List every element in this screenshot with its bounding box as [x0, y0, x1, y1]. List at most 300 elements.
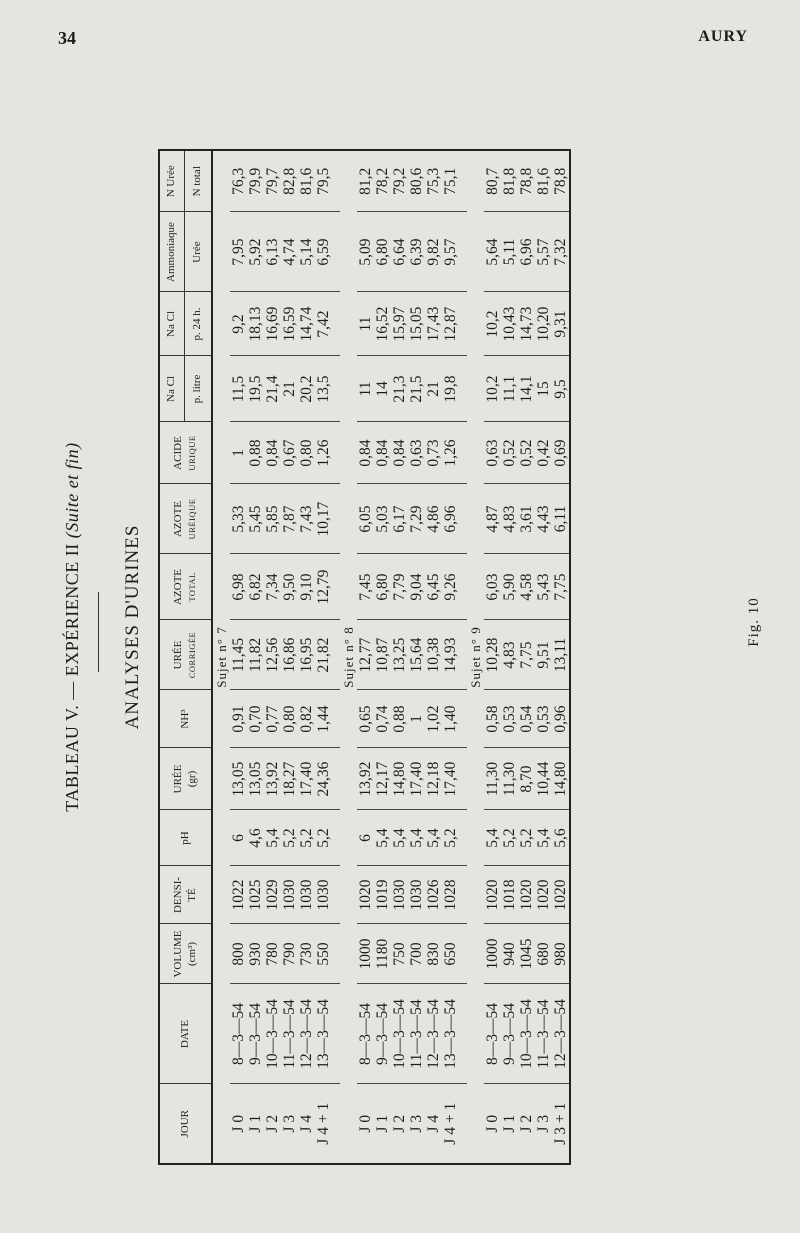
table-cell: 12,17 — [374, 748, 391, 810]
table-cell: 14,73 — [518, 292, 535, 356]
spacer-cell — [459, 484, 467, 554]
table-cell: 15,97 — [391, 292, 408, 356]
table-row — [535, 150, 552, 1164]
table-cell: 10,43 — [501, 292, 518, 356]
table-cell: 9,82 — [425, 212, 442, 292]
col-densite — [159, 866, 212, 924]
table-cell: 0,63 — [408, 422, 425, 484]
table-cell: 82,8 — [281, 167, 298, 195]
table-cell: 5,2 — [315, 810, 332, 866]
table-cell: 18,13 — [247, 292, 264, 356]
spacer-cell — [332, 484, 340, 554]
spacer-cell — [332, 748, 340, 810]
table-cell: J 2 — [391, 1084, 408, 1164]
spacer-cell — [459, 748, 467, 810]
table-cell: 1020 — [484, 866, 501, 924]
table-title-note: (Suite et fin) — [62, 442, 82, 539]
table-cell: 7,32 — [552, 212, 570, 292]
col-n-uree: N Urée — [159, 150, 185, 212]
spacer-cell — [332, 292, 340, 356]
spacer-cell — [459, 984, 467, 1084]
table-cell: 12—3—54 — [552, 984, 570, 1084]
table-cell: 1030 — [391, 866, 408, 924]
table-cell: 81,2 — [357, 167, 374, 195]
table-cell: 1000 — [484, 924, 501, 984]
table-cell: 15,05 — [408, 292, 425, 356]
table-subtitle: ANALYSES D'URINES — [122, 524, 143, 730]
col-ammoniaque: Ammoniaque — [159, 212, 185, 292]
table-cell: 10,38 — [425, 620, 442, 690]
table-cell: 1025 — [247, 866, 264, 924]
table-cell: 11 — [357, 356, 374, 422]
table-cell: 6,64 — [391, 212, 408, 292]
group-spacer — [459, 150, 467, 1164]
spacer-cell — [332, 924, 340, 984]
table-row — [281, 150, 298, 1164]
table-cell: 1 — [230, 422, 247, 484]
table-cell: 13—3—54 — [442, 984, 459, 1084]
table-cell: 1,26 — [315, 422, 332, 484]
table-cell: 79,5 — [315, 167, 332, 195]
table-cell: 17,43 — [425, 292, 442, 356]
table-cell: 19,8 — [442, 356, 459, 422]
table-cell: 8—3—54 — [484, 984, 501, 1084]
table-cell: 1018 — [501, 866, 518, 924]
table-cell: 980 — [552, 924, 570, 984]
col-azote-ureique-sub: URÉIQUE — [186, 498, 197, 540]
col-uree — [159, 748, 212, 810]
table-cell: 0,65 — [357, 690, 374, 748]
table-cell: 1030 — [281, 866, 298, 924]
table-cell: 11,5 — [230, 356, 247, 422]
col-uree-corrigee — [159, 620, 212, 690]
table-cell: 18,27 — [281, 748, 298, 810]
table-cell: 13—3—54 — [315, 984, 332, 1084]
table-cell: 17,40 — [408, 748, 425, 810]
table-cell: 0,88 — [247, 422, 264, 484]
table-cell: 9,26 — [442, 554, 459, 620]
table-cell: 0,88 — [391, 690, 408, 748]
table-cell: 81,8 — [501, 167, 518, 195]
table-cell: 1180 — [374, 924, 391, 984]
table-cell: 5,4 — [535, 810, 552, 866]
table-cell: 6,39 — [408, 212, 425, 292]
table-cell: J 4 — [298, 1084, 315, 1164]
table-cell: 7,75 — [518, 620, 535, 690]
table-row — [484, 150, 501, 1164]
table-cell: 5,2 — [298, 810, 315, 866]
table-cell: 5,2 — [501, 810, 518, 866]
table-cell: 1030 — [298, 866, 315, 924]
spacer-cell — [332, 984, 340, 1084]
table-cell: 6,45 — [425, 554, 442, 620]
col-acide-urique — [159, 422, 212, 484]
spacer-cell — [332, 620, 340, 690]
title-rule — [98, 592, 99, 672]
table-row — [501, 150, 518, 1164]
table-cell: 11 — [357, 292, 374, 356]
table-cell: 10—3—54 — [264, 984, 281, 1084]
table-cell: 0,42 — [535, 422, 552, 484]
table-cell: 5,03 — [374, 484, 391, 554]
col-date: DATE — [159, 984, 212, 1084]
table-cell: 12,87 — [442, 292, 459, 356]
table-cell: 7,42 — [315, 292, 332, 356]
col-n-total-sub: N total — [185, 150, 213, 212]
table-cell: 5,4 — [408, 810, 425, 866]
table-cell: 6,13 — [264, 212, 281, 292]
table-cell: 0,91 — [230, 690, 247, 748]
table-cell: 0,53 — [501, 690, 518, 748]
table-cell: 6,17 — [391, 484, 408, 554]
table-cell: 11—3—54 — [408, 984, 425, 1084]
table-cell: 9,10 — [298, 554, 315, 620]
table-cell: 4,83 — [501, 620, 518, 690]
table-cell: 12,56 — [264, 620, 281, 690]
col-nacl-litre-sub: p. litre — [185, 356, 213, 422]
table-cell: 790 — [281, 924, 298, 984]
col-uree-label: URÉE — [171, 764, 184, 794]
table-cell: 7,79 — [391, 554, 408, 620]
group-header-row — [212, 150, 230, 1164]
col-nacl-24h-sub: p. 24 h. — [185, 292, 213, 356]
table-cell: 0,84 — [391, 422, 408, 484]
table-title — [62, 77, 83, 1177]
table-cell: 9,51 — [535, 620, 552, 690]
table-cell: 10,28 — [484, 620, 501, 690]
col-volume-unit: (cm³) — [185, 941, 198, 967]
table-cell: 1020 — [518, 866, 535, 924]
table-cell: J 0 — [230, 1084, 247, 1164]
table-row — [298, 150, 315, 1164]
table-cell: 1 — [408, 690, 425, 748]
table-cell: 1045 — [518, 924, 535, 984]
table-cell: 0,82 — [298, 690, 315, 748]
table-cell: J 1 — [247, 1084, 264, 1164]
spacer-cell — [459, 554, 467, 620]
table-cell: 14,80 — [552, 748, 570, 810]
table-cell: 4,58 — [518, 554, 535, 620]
table-cell: 0,69 — [552, 422, 570, 484]
col-azote-ureique-label: AZOTE — [171, 500, 184, 538]
table-cell: 6,82 — [247, 554, 264, 620]
table-cell: 930 — [247, 924, 264, 984]
table-cell: 81,6 — [535, 167, 552, 195]
table-cell: 12,77 — [357, 620, 374, 690]
table-cell: 10,2 — [484, 356, 501, 422]
table-cell: 5,4 — [484, 810, 501, 866]
table-cell: 7,95 — [230, 212, 247, 292]
col-azote-total — [159, 554, 212, 620]
table-cell: 0,80 — [281, 690, 298, 748]
table-cell: 6,96 — [518, 212, 535, 292]
table-cell: 5,4 — [264, 810, 281, 866]
table-row — [247, 150, 264, 1164]
table-cell: 5,6 — [552, 810, 570, 866]
table-cell: 0,54 — [518, 690, 535, 748]
table-cell: 4,87 — [484, 484, 501, 554]
spacer-cell — [459, 1084, 467, 1164]
table-cell: 5,33 — [230, 484, 247, 554]
col-uree-unit: (gr) — [185, 770, 198, 788]
table-row — [442, 150, 459, 1164]
table-cell: 21,5 — [408, 356, 425, 422]
spacer-cell — [459, 150, 467, 212]
table-cell: 5,57 — [535, 212, 552, 292]
running-head: AURY — [698, 28, 748, 45]
rotated-table-block — [58, 67, 798, 1177]
table-cell: J 1 — [374, 1084, 391, 1164]
spacer-cell — [459, 422, 467, 484]
table-cell: 4,43 — [535, 484, 552, 554]
table-cell: 13,05 — [247, 748, 264, 810]
table-row — [425, 150, 442, 1164]
table-cell: 14,74 — [298, 292, 315, 356]
table-cell: 0,96 — [552, 690, 570, 748]
table-cell: J 2 — [264, 1084, 281, 1164]
table-cell: 1,40 — [442, 690, 459, 748]
table-title-text: TABLEAU V. — EXPÉRIENCE II — [62, 543, 82, 812]
table-cell: 14,93 — [442, 620, 459, 690]
table-cell: 12,79 — [315, 554, 332, 620]
table-cell: 7,43 — [298, 484, 315, 554]
table-row — [552, 150, 570, 1164]
urine-analysis-table — [158, 149, 571, 1165]
table-cell: 0,52 — [501, 422, 518, 484]
table-cell: 730 — [298, 924, 315, 984]
spacer-cell — [459, 356, 467, 422]
table-cell: 21,3 — [391, 356, 408, 422]
table-cell: 7,75 — [552, 554, 570, 620]
table-cell: 13,05 — [230, 748, 247, 810]
table-cell: 9—3—54 — [374, 984, 391, 1084]
table-cell: 1030 — [408, 866, 425, 924]
group-header-row — [340, 150, 357, 1164]
table-cell: 5,4 — [374, 810, 391, 866]
table-cell: 11,30 — [484, 748, 501, 810]
table-cell: 0,58 — [484, 690, 501, 748]
figure-caption: Fig. 10 — [746, 597, 762, 647]
table-cell: 650 — [442, 924, 459, 984]
table-cell: 1026 — [425, 866, 442, 924]
col-acide-label: ACIDE — [171, 436, 184, 470]
col-ammoniaque-sub: Urée — [185, 212, 213, 292]
table-cell: 5,90 — [501, 554, 518, 620]
table-cell: 0,80 — [298, 422, 315, 484]
table-cell: 14,1 — [518, 356, 535, 422]
col-azote-ureique — [159, 484, 212, 554]
col-jour: JOUR — [159, 1084, 212, 1164]
table-cell: 1020 — [552, 866, 570, 924]
col-densite-label: DENSI- — [171, 876, 184, 914]
table-cell: 6,96 — [442, 484, 459, 554]
col-densite-label2: TÉ — [185, 888, 198, 902]
col-volume — [159, 924, 212, 984]
table-cell: 21 — [425, 356, 442, 422]
table-cell: J 4 + 1 — [442, 1084, 459, 1164]
col-uree-corr-label: URÉE — [171, 640, 184, 670]
table-cell: 21,4 — [264, 356, 281, 422]
table-cell: 940 — [501, 924, 518, 984]
col-uree-corr-sub: CORRIGÉE — [186, 631, 197, 679]
table-cell: 0,52 — [518, 422, 535, 484]
table-cell: 10,44 — [535, 748, 552, 810]
table-cell: 11,30 — [501, 748, 518, 810]
table-cell: 830 — [425, 924, 442, 984]
table-cell: 8,70 — [518, 748, 535, 810]
col-azote-total-label: AZOTE — [171, 568, 184, 606]
table-cell: 10,20 — [535, 292, 552, 356]
table-cell: 10—3—54 — [391, 984, 408, 1084]
table-cell: 9,04 — [408, 554, 425, 620]
table-cell: 0,70 — [247, 690, 264, 748]
table-cell: 16,59 — [281, 292, 298, 356]
table-cell: 16,95 — [298, 620, 315, 690]
table-cell: 800 — [230, 924, 247, 984]
table-cell: 78,8 — [552, 167, 569, 195]
table-cell: J 4 — [425, 1084, 442, 1164]
table-cell: 4,6 — [247, 810, 264, 866]
spacer-cell — [459, 810, 467, 866]
table-cell: 11,82 — [247, 620, 264, 690]
spacer-cell — [459, 292, 467, 356]
table-cell: 7,34 — [264, 554, 281, 620]
table-cell: 7,87 — [281, 484, 298, 554]
col-nacl-litre: Na Cl — [159, 356, 185, 422]
spacer-cell — [332, 1084, 340, 1164]
table-cell: 11,45 — [230, 620, 247, 690]
col-nacl-24h: Na Cl — [159, 292, 185, 356]
table-cell: 11,1 — [501, 356, 518, 422]
table-body — [212, 150, 570, 1164]
table-row — [391, 150, 408, 1164]
table-cell: 15 — [535, 356, 552, 422]
spacer-cell — [332, 866, 340, 924]
table-cell: 9—3—54 — [501, 984, 518, 1084]
table-cell: 16,52 — [374, 292, 391, 356]
table-cell: 21 — [281, 356, 298, 422]
page-number: 34 — [58, 28, 76, 48]
table-row — [315, 150, 332, 1164]
subject-label: Sujet n° 8 — [341, 626, 356, 688]
table-cell: 3,61 — [518, 484, 535, 554]
table-cell: J 4 + 1 — [315, 1084, 332, 1164]
table-cell: 5,45 — [247, 484, 264, 554]
table-cell: 79,7 — [264, 167, 281, 195]
spacer-cell — [332, 212, 340, 292]
table-cell: 0,67 — [281, 422, 298, 484]
table-cell: 1019 — [374, 866, 391, 924]
table-cell: 9,57 — [442, 212, 459, 292]
table-cell: 1022 — [230, 866, 247, 924]
col-nh3: NH³ — [159, 690, 212, 748]
table-row — [518, 150, 535, 1164]
table-cell: 7,45 — [357, 554, 374, 620]
table-cell: 5,2 — [281, 810, 298, 866]
table-cell: 9,2 — [230, 292, 247, 356]
table-cell: 78,2 — [374, 167, 391, 195]
table-cell: 14,80 — [391, 748, 408, 810]
table-cell: 13,25 — [391, 620, 408, 690]
table-cell: J 3 — [535, 1084, 552, 1164]
table-cell: J 0 — [484, 1084, 501, 1164]
table-cell: 0,73 — [425, 422, 442, 484]
table-cell: 24,36 — [315, 748, 332, 810]
table-cell: J 3 — [408, 1084, 425, 1164]
table-cell: 1020 — [535, 866, 552, 924]
subject-label: Sujet n° 9 — [468, 626, 483, 688]
table-cell: 0,63 — [484, 422, 501, 484]
table-cell: 15,64 — [408, 620, 425, 690]
table-cell: 76,3 — [230, 167, 247, 195]
table-cell: 5,09 — [357, 212, 374, 292]
table-cell: 7,29 — [408, 484, 425, 554]
spacer-cell — [332, 150, 340, 212]
table-cell: 8—3—54 — [357, 984, 374, 1084]
table-cell: 80,7 — [484, 167, 501, 195]
col-ph: pH — [159, 810, 212, 866]
table-cell: 0,84 — [357, 422, 374, 484]
table-cell: 0,84 — [374, 422, 391, 484]
table-cell: 13,92 — [264, 748, 281, 810]
table-cell: 21,82 — [315, 620, 332, 690]
table-cell: 6,05 — [357, 484, 374, 554]
table-cell: 20,2 — [298, 356, 315, 422]
table-cell: J 0 — [357, 1084, 374, 1164]
table-row — [374, 150, 391, 1164]
table-cell: 10,17 — [315, 484, 332, 554]
table-cell: 11—3—54 — [535, 984, 552, 1084]
table-cell: 16,86 — [281, 620, 298, 690]
table-cell: 6,80 — [374, 554, 391, 620]
table-cell: 700 — [408, 924, 425, 984]
table-cell: 6,98 — [230, 554, 247, 620]
col-azote-total-sub: TOTAL — [186, 572, 197, 602]
table-cell: 550 — [315, 924, 332, 984]
table-cell: 4,86 — [425, 484, 442, 554]
table-cell: 10,87 — [374, 620, 391, 690]
table-cell: 5,64 — [484, 212, 501, 292]
table-cell: 4,74 — [281, 212, 298, 292]
table-cell: 12—3—54 — [298, 984, 315, 1084]
table-cell: 6,03 — [484, 554, 501, 620]
table-cell: 1,02 — [425, 690, 442, 748]
spacer-cell — [332, 554, 340, 620]
table-cell: J 1 — [501, 1084, 518, 1164]
table-cell: 5,4 — [425, 810, 442, 866]
table-cell: 9,50 — [281, 554, 298, 620]
spacer-cell — [459, 924, 467, 984]
table-cell: 1030 — [315, 866, 332, 924]
group-header-row — [467, 150, 484, 1164]
table-cell: 1029 — [264, 866, 281, 924]
table-cell: 9,31 — [552, 292, 570, 356]
table-cell: 1020 — [357, 866, 374, 924]
table-cell: 5,4 — [391, 810, 408, 866]
table-cell: 78,8 — [518, 167, 535, 195]
table-cell: 14 — [374, 356, 391, 422]
table-cell: 6,80 — [374, 212, 391, 292]
table-cell: 80,6 — [408, 167, 425, 195]
table-cell: 13,92 — [357, 748, 374, 810]
group-spacer — [332, 150, 340, 1164]
table-cell: 1,26 — [442, 422, 459, 484]
table-cell: 6 — [357, 810, 374, 866]
table-cell: J 3 + 1 — [552, 1084, 570, 1164]
table-cell: 5,85 — [264, 484, 281, 554]
table-row — [408, 150, 425, 1164]
table-cell: 79,9 — [247, 167, 264, 195]
